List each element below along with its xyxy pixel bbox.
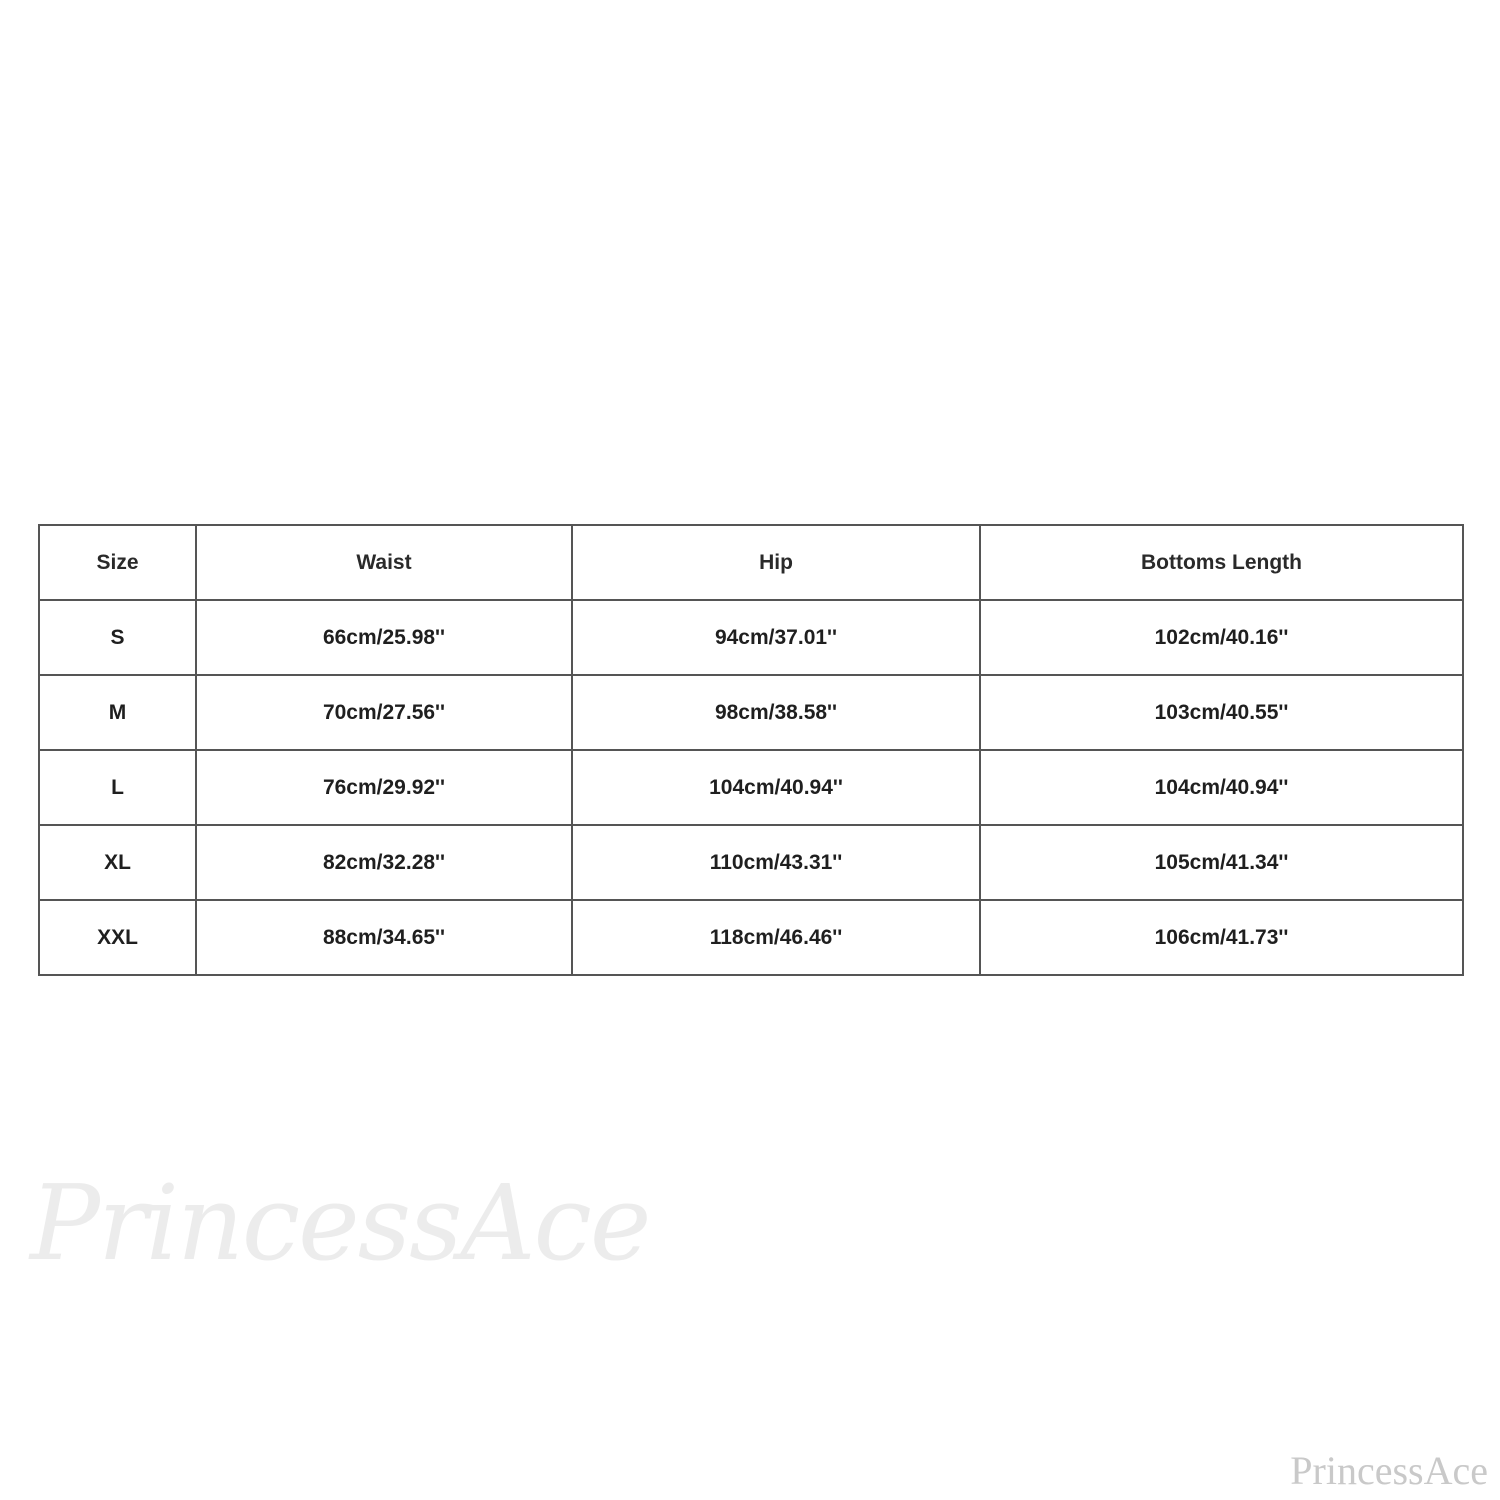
- table-row: [39, 825, 1463, 900]
- cell-size: XXL: [39, 900, 196, 975]
- cell-hip: 118cm/46.46'': [572, 900, 980, 975]
- table-row: [39, 600, 1463, 675]
- cell-hip: 110cm/43.31'': [572, 825, 980, 900]
- cell-bottoms-length: 104cm/40.94'': [980, 750, 1463, 825]
- header-size: Size: [39, 525, 196, 600]
- cell-waist: 66cm/25.98'': [196, 600, 572, 675]
- cell-bottoms-length: 106cm/41.73'': [980, 900, 1463, 975]
- cell-size: XL: [39, 825, 196, 900]
- cell-size: S: [39, 600, 196, 675]
- cell-waist: 76cm/29.92'': [196, 750, 572, 825]
- table-row: [39, 675, 1463, 750]
- table-row: [39, 900, 1463, 975]
- cell-hip: 94cm/37.01'': [572, 600, 980, 675]
- cell-bottoms-length: 105cm/41.34'': [980, 825, 1463, 900]
- cell-waist: 70cm/27.56'': [196, 675, 572, 750]
- cell-bottoms-length: 103cm/40.55'': [980, 675, 1463, 750]
- table-header-row: [39, 525, 1463, 600]
- cell-hip: 104cm/40.94'': [572, 750, 980, 825]
- table-row: [39, 750, 1463, 825]
- cell-size: L: [39, 750, 196, 825]
- cell-bottoms-length: 102cm/40.16'': [980, 600, 1463, 675]
- cell-size: M: [39, 675, 196, 750]
- watermark-logo: PrincessAce: [30, 1162, 650, 1284]
- header-hip: Hip: [572, 525, 980, 600]
- watermark-corner-text: PrincessAce: [1290, 1448, 1488, 1493]
- cell-hip: 98cm/38.58'': [572, 675, 980, 750]
- size-chart-table: [38, 524, 1464, 976]
- cell-waist: 82cm/32.28'': [196, 825, 572, 900]
- header-waist: Waist: [196, 525, 572, 600]
- cell-waist: 88cm/34.65'': [196, 900, 572, 975]
- header-bottoms-length: Bottoms Length: [980, 525, 1463, 600]
